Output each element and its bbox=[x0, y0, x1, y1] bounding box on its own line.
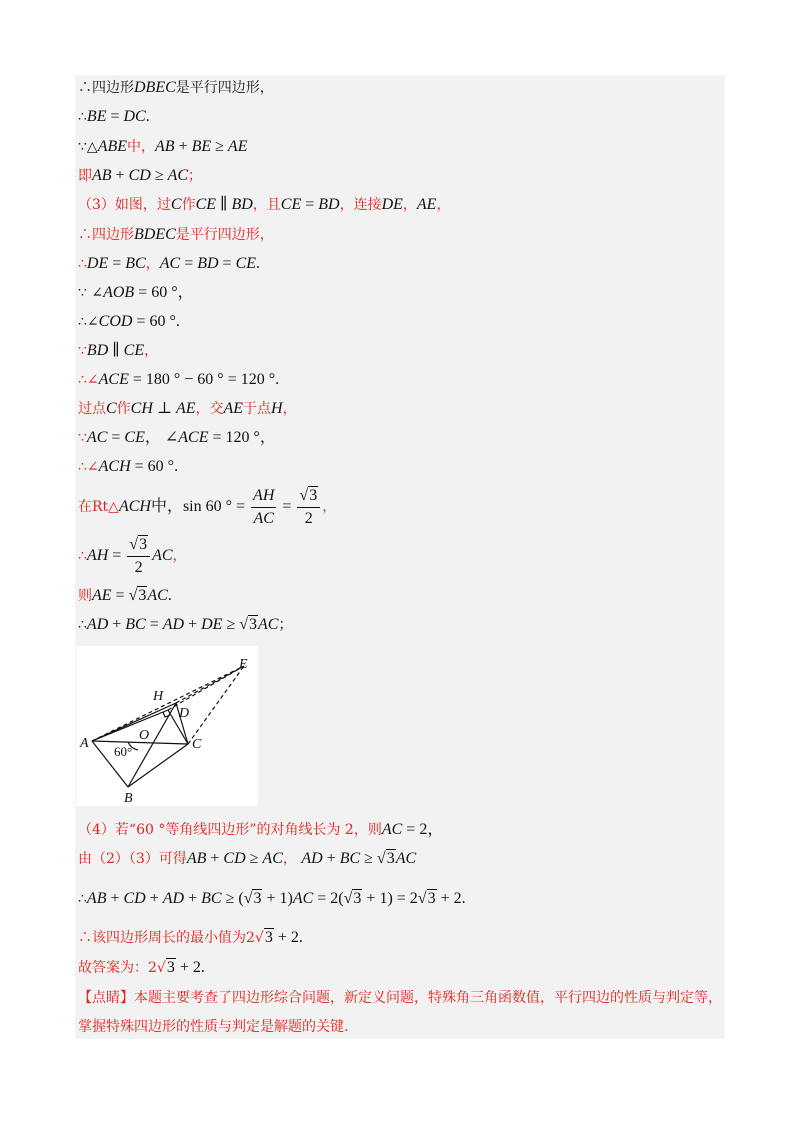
comment-line-2: 掌握特殊四边形的性质与判定是解题的关键. bbox=[78, 1019, 349, 1035]
label-a: A bbox=[80, 736, 89, 751]
comment-line-1: 【点睛】本题主要考查了四边形综合问题，新定义问题，特殊角三角函数值，平行四边的性质与判定等， bbox=[78, 990, 722, 1006]
line-7: ∴DE = BC，AC = BD = CE. bbox=[78, 255, 261, 272]
line-10: ∵BD ∥ CE， bbox=[78, 342, 159, 359]
label-e: E bbox=[239, 657, 248, 672]
line-23: 故答案为：2√3 + 2. bbox=[78, 959, 205, 976]
line-4: 即AB + CD ≥ AC； bbox=[78, 167, 203, 184]
line-22: ∴该四边形周长的最小值为2√3 + 2. bbox=[78, 929, 303, 946]
line-16: ∴AH = $\frac{√3}{2}$ AC， bbox=[78, 533, 187, 579]
segment-ad bbox=[92, 703, 176, 741]
label-b: B bbox=[124, 791, 133, 806]
label-c: C bbox=[192, 737, 202, 752]
line-5: （3）如图，过C作CE ∥ BD，且CE = BD，连接DE，AE， bbox=[78, 196, 451, 213]
line-13: ∵AC = CE， ∠ACE = 120 °， bbox=[78, 429, 276, 446]
line-9: ∴∠COD = 60 °. bbox=[78, 313, 180, 330]
line-12: 过点C作CH ⊥ AE，交AE于点H， bbox=[78, 400, 297, 417]
line-18: ∴AD + BC = AD + DE ≥ √3AC； bbox=[78, 616, 293, 633]
line-3: ∵△ABE中，AB + BE ≥ AE bbox=[78, 138, 248, 155]
line-17: 则AE = √3AC. bbox=[78, 587, 172, 604]
label-angle-60: 60° bbox=[114, 744, 133, 759]
segment-ce bbox=[188, 666, 244, 744]
line-8: ∵ ∠AOB = 60 °， bbox=[78, 284, 194, 301]
line-2: ∴BE = DC. bbox=[78, 108, 150, 125]
line-1: ∴四边形DBEC是平行四边形， bbox=[78, 79, 274, 96]
fraction-sqrt3-2: $\frac{√3}{2}$ bbox=[127, 534, 150, 579]
label-o: O bbox=[139, 728, 150, 743]
segment-bc bbox=[128, 744, 188, 787]
fraction-sqrt3-2: $\frac{√3}{2}$ bbox=[297, 485, 320, 530]
label-d: D bbox=[179, 706, 190, 721]
segment-de bbox=[176, 666, 244, 703]
quadrilateral-diagram bbox=[76, 646, 258, 806]
label-h: H bbox=[153, 689, 164, 704]
line-19: （4）若“60 °等角线四边形”的对角线长为 2，则AC = 2， bbox=[78, 821, 444, 838]
line-14: ∴∠ACH = 60 °. bbox=[78, 458, 179, 475]
line-20: 由（2）（3）可得AB + CD ≥ AC， AD + BC ≥ √3AC bbox=[78, 850, 417, 867]
fraction-ah-ac: $\frac{AH}{AC}$ bbox=[253, 486, 275, 527]
segment-ae bbox=[92, 666, 244, 741]
line-15: 在Rt△ACH中，sin 60 ° = $\frac{AH}{AC}$ = $\frac{√3}{2}$ ， bbox=[78, 484, 336, 530]
line-11: ∴∠ACE = 180 ° − 60 ° = 120 °. bbox=[78, 371, 280, 388]
geometry-figure bbox=[76, 646, 258, 806]
line-6: ∴四边形BDEC是平行四边形， bbox=[78, 226, 274, 243]
line-21: ∴AB + CD + AD + BC ≥ (√3 + 1)AC = 2(√3 + 1) = 2√3 + 2. bbox=[78, 890, 466, 907]
